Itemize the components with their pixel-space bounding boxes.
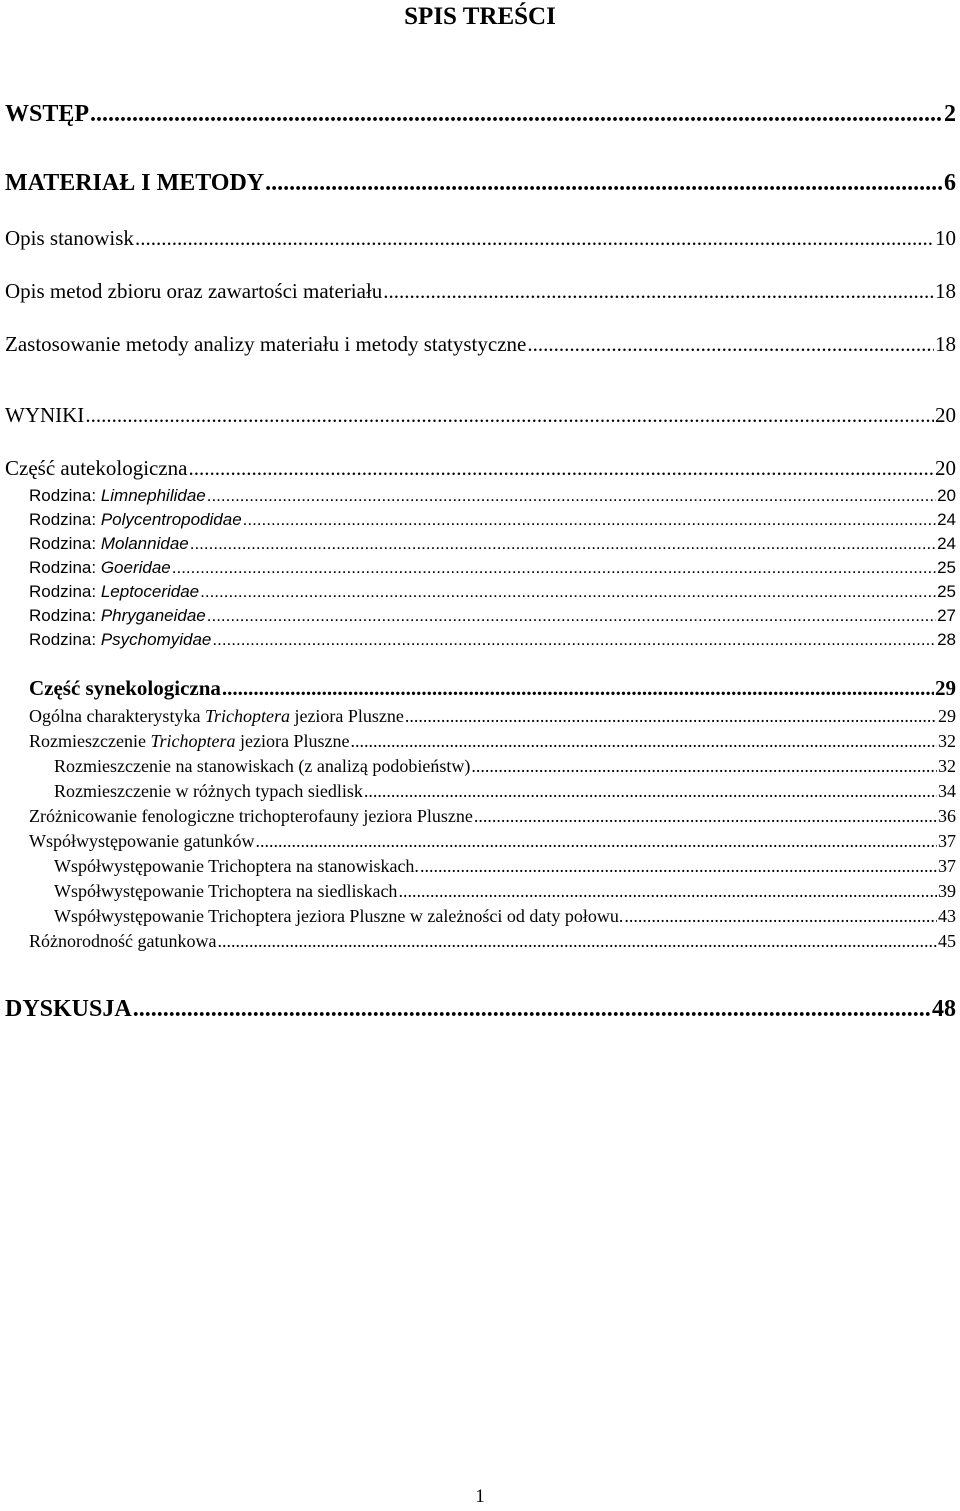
- toc-dot-leader: [135, 226, 934, 251]
- toc-entry[interactable]: [0, 169, 960, 201]
- toc-entry-label-text: WSTĘP: [5, 101, 90, 127]
- toc-entry-row: [5, 332, 956, 357]
- toc-dot-leader: [222, 676, 934, 701]
- toc-entry-page: 18: [935, 332, 956, 356]
- toc-entry-page: 25: [937, 582, 956, 601]
- toc-entry-label: [5, 332, 526, 357]
- toc-entry-label-text: Rodzina:: [29, 606, 101, 625]
- toc-entry-page: 28: [937, 630, 956, 649]
- toc-entry-label-text: Rodzina:: [29, 486, 101, 505]
- toc-entry-row: [29, 630, 956, 650]
- toc-entry-label: [5, 279, 382, 304]
- toc-entry-label-text: Różnorodność gatunkowa: [29, 931, 217, 951]
- toc-entry-label-text: WYNIKI: [5, 403, 85, 427]
- toc-entry-label: [5, 403, 84, 428]
- page-title: SPIS TREŚCI: [404, 3, 556, 30]
- toc-entry-row: [5, 279, 956, 304]
- toc-entry-row: [5, 996, 956, 1023]
- toc-entry-label-text: Rozmieszczenie na stanowiskach (z analizą podobieństw): [54, 756, 471, 776]
- toc-entry-label-italic: Polycentropodidae: [100, 510, 242, 529]
- toc-entry-row: [29, 676, 956, 701]
- toc-entry-label-text: Współwystępowanie Trichoptera na stanowiskach.: [54, 856, 419, 876]
- toc-entry[interactable]: [0, 995, 960, 1027]
- toc-entry-label-italic: Goeridae: [100, 558, 171, 577]
- toc-entry-page: 24: [937, 510, 956, 529]
- toc-entry-page: 27: [937, 606, 956, 625]
- toc-entry-label-text: Zróżnicowanie fenologiczne trichopterofauny jeziora Pluszne: [29, 806, 473, 826]
- toc-entry-label-text: jeziora Pluszne: [235, 731, 350, 751]
- toc-entry[interactable]: [0, 924, 960, 956]
- toc-entry-label-text: Rodzina:: [29, 558, 101, 577]
- toc-entry-page: 18: [935, 279, 956, 303]
- toc-entry-page: 6: [944, 170, 956, 196]
- toc-entry[interactable]: [0, 400, 960, 432]
- toc-entry-page: 39: [938, 881, 956, 901]
- toc-entry-label: [29, 676, 221, 701]
- toc-entry-page: 45: [938, 931, 956, 951]
- toc-entry-label-text: jeziora Pluszne: [289, 706, 404, 726]
- toc-entry-row: [5, 170, 956, 197]
- toc-entry-label-italic: Limnephilidae: [100, 486, 206, 505]
- toc-entry-page: 48: [932, 996, 956, 1022]
- toc-entry-label-text: Rodzina:: [29, 534, 101, 553]
- toc-entry-page: 24: [937, 534, 956, 553]
- toc-entry-label: [5, 101, 89, 128]
- toc-entry-page: 2: [944, 101, 956, 127]
- toc-entry-label-text: Rozmieszczenie w różnych typach siedlisk: [54, 781, 363, 801]
- toc-entry-page: 29: [935, 676, 956, 700]
- toc-dot-leader: [212, 630, 936, 650]
- toc-entry-label-text: Opis metod zbioru oraz zawartości materiału: [5, 279, 383, 303]
- toc-entry-label-text: Współwystępowanie Trichoptera na siedliskach: [54, 881, 398, 901]
- toc-entry-row: [5, 403, 956, 428]
- toc-entry-row: [5, 226, 956, 251]
- toc-dot-leader: [90, 101, 943, 128]
- toc-entry-label-italic: Phryganeidae: [100, 606, 206, 625]
- toc-entry-label: [5, 996, 132, 1023]
- toc-entry[interactable]: [0, 329, 960, 361]
- toc-entry-label: [5, 226, 134, 251]
- toc-entry-page: 37: [938, 831, 956, 851]
- toc-dot-leader: [217, 931, 937, 952]
- toc-entry-label-text: Zastosowanie metody analizy materiału i metody statystyczne: [5, 332, 527, 356]
- toc-entry-label-text: Rodzina:: [29, 582, 101, 601]
- toc-entry[interactable]: [0, 276, 960, 308]
- toc-entry-label: [29, 630, 211, 650]
- toc-entry-label-text: MATERIAŁ I METODY: [5, 170, 265, 196]
- toc-entry-page: 32: [938, 756, 956, 776]
- toc-entry-page: 32: [938, 731, 956, 751]
- toc-entry-page: 29: [938, 706, 956, 726]
- toc-entry-label-italic: Psychomyidae: [100, 630, 212, 649]
- toc-entry-label-text: Ogólna charakterystyka: [29, 706, 205, 726]
- toc-entry-page: 37: [938, 856, 956, 876]
- toc-entry-label-italic: Trichoptera: [204, 706, 290, 726]
- page-number: 1: [475, 1486, 485, 1507]
- toc-entry-label-italic: Molannidae: [100, 534, 189, 553]
- toc-dot-leader: [265, 170, 943, 197]
- toc-entry-label-text: Rodzina:: [29, 630, 101, 649]
- toc-dot-leader: [85, 403, 934, 428]
- toc-dot-leader: [133, 996, 931, 1023]
- toc-entry-label-text: Rozmieszczenie: [29, 731, 151, 751]
- toc-entry-page: 34: [938, 781, 956, 801]
- toc-entry-label-text: Współwystępowanie Trichoptera jeziora Pluszne w zależności od daty połowu.: [54, 906, 624, 926]
- toc-entry[interactable]: [0, 100, 960, 132]
- toc-entry-label-italic: Leptoceridae: [100, 582, 200, 601]
- toc-entry-label-text: Część autekologiczna: [5, 456, 188, 480]
- toc-entry-label-text: Rodzina:: [29, 510, 101, 529]
- toc-entry-page: 20: [935, 403, 956, 427]
- toc-entry-page: 20: [935, 456, 956, 480]
- toc-entry-label-text: DYSKUSJA: [5, 996, 132, 1022]
- toc-entry-label: [29, 931, 216, 952]
- toc-entry-label: [5, 170, 264, 197]
- toc-entry-row: [29, 931, 956, 952]
- toc-entry-label-text: Część synekologiczna: [29, 676, 221, 700]
- toc-entry-row: [5, 101, 956, 128]
- toc-entry-page: 25: [937, 558, 956, 577]
- toc-entry[interactable]: [0, 223, 960, 255]
- toc-entry-label-italic: Trichoptera: [150, 731, 236, 751]
- toc-entry-page: 20: [937, 486, 956, 505]
- toc-entry-page: 10: [935, 226, 956, 250]
- toc-dot-leader: [527, 332, 934, 357]
- toc-entry-label-text: Opis stanowisk: [5, 226, 134, 250]
- toc-entry-page: 36: [938, 806, 956, 826]
- toc-entry-label-text: Współwystępowanie gatunków: [29, 831, 255, 851]
- toc-entry[interactable]: [0, 622, 960, 654]
- toc-dot-leader: [383, 279, 934, 304]
- toc-entry-page: 43: [938, 906, 956, 926]
